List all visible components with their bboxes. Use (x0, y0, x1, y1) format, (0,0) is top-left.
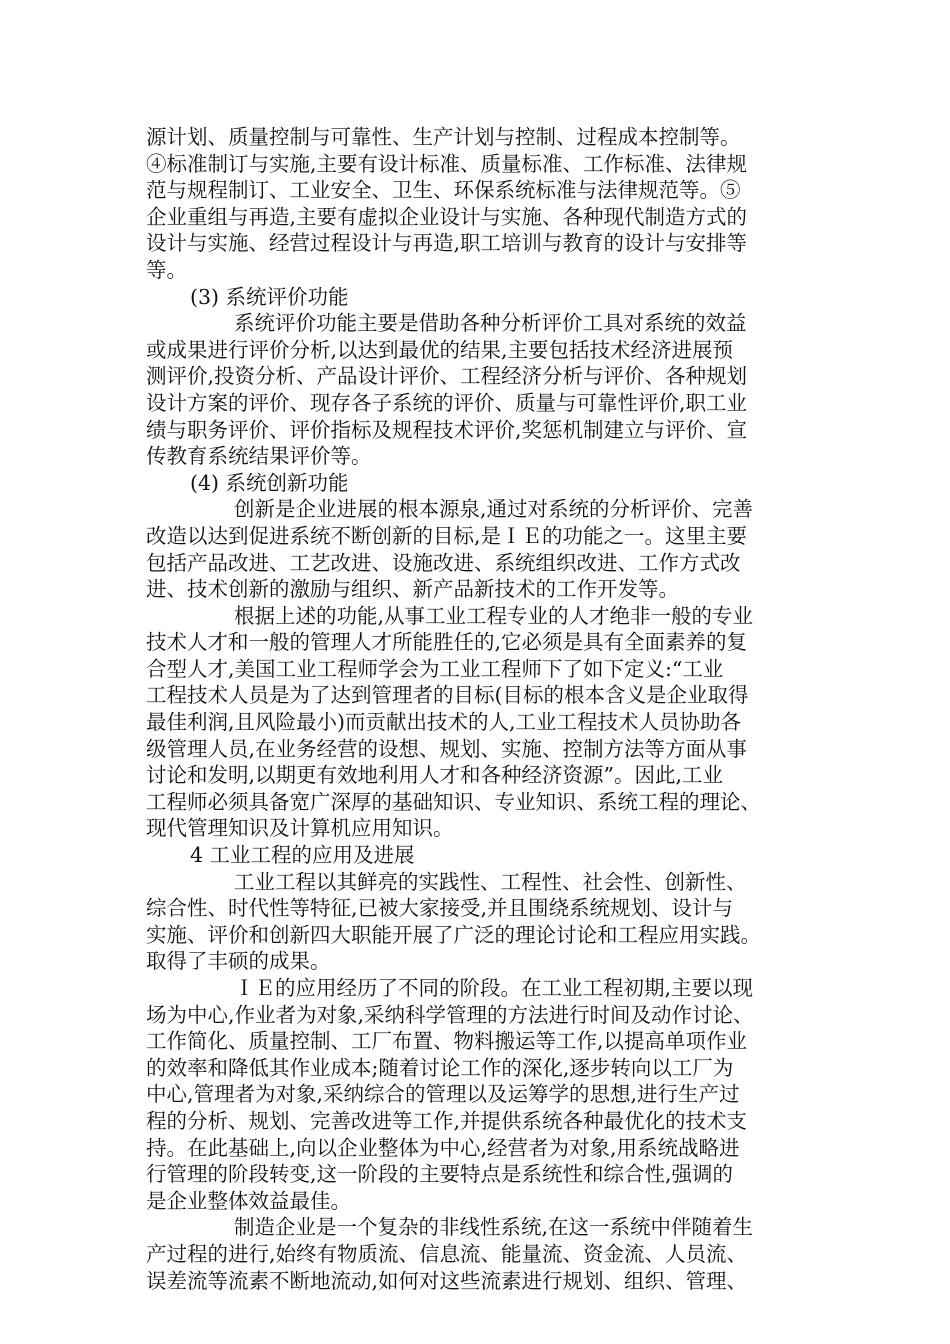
text-line: 级管理人员,在业务经营的设想、规划、实施、控制方法等方面从事 (146, 736, 748, 761)
text-line: 传教育系统结果评价等。 (146, 444, 372, 469)
text-line: 误差流等流素不断地流动,如何对这些流素进行规划、组织、管理、 (146, 1268, 748, 1293)
text-line: 测评价,投资分析、产品设计评价、工程经济分析与评价、各种规划 (146, 364, 748, 389)
text-line: 制造企业是一个复杂的非线性系统,在这一系统中伴随着生 (234, 1215, 754, 1240)
text-line: 改造以达到促进系统不断创新的目标,是ＩＥ的功能之一。这里主要 (146, 523, 748, 548)
text-line: 系统评价功能主要是借助各种分析评价工具对系统的效益 (234, 311, 747, 336)
text-line: 技术人才和一般的管理人才所能胜任的,它必须是具有全面素养的复 (146, 630, 748, 655)
document-body (146, 124, 826, 1294)
text-line: 工程技术人员是为了达到管理者的目标(目标的根本含义是企业取得 (146, 683, 749, 708)
text-line: 等。 (146, 257, 187, 282)
text-line: 取得了丰硕的成果。 (146, 949, 331, 974)
text-line: 合型人才,美国工业工程师学会为工业工程师下了如下定义:“工业 (146, 656, 724, 681)
text-line: (4) 系统创新功能 (190, 470, 349, 495)
text-line: 中心,管理者为对象,采纳综合的管理以及运筹学的思想,进行生产过 (146, 1082, 740, 1107)
text-line: 现代管理知识及计算机应用知识。 (146, 816, 454, 841)
text-line: ＩＥ的应用经历了不同的阶段。在工业工程初期,主要以现 (234, 976, 754, 1000)
text-line: 最佳利润,且风险最小)而贡献出技术的人,工业工程技术人员协助各 (146, 710, 742, 735)
text-line: 是企业整体效益最佳。 (146, 1188, 351, 1213)
text-line: 工程师必须具备宽广深厚的基础知识、专业知识、系统工程的理论、 (146, 789, 761, 814)
text-line: 场为中心,作业者为对象,采纳科学管理的方法进行时间及动作讨论、 (146, 1002, 754, 1027)
text-line: 实施、评价和创新四大职能开展了广泛的理论讨论和工程应用实践。 (146, 922, 761, 947)
text-line: 范与规程制订、工业安全、卫生、环保系统标准与法律规范等。⑤ (146, 178, 741, 203)
text-line: 设计方案的评价、现存各子系统的评价、质量与可靠性评价,职工业 (146, 390, 748, 415)
text-line: 4 工业工程的应用及进展 (190, 843, 415, 868)
text-line: ④标准制订与实施,主要有设计标准、质量标准、工作标准、法律规 (146, 151, 748, 176)
text-line: 或成果进行评价分析,以达到最优的结果,主要包括技术经济进展预 (146, 337, 734, 362)
text-line: 绩与职务评价、评价指标及规程技术评价,奖惩机制建立与评价、宣 (146, 417, 748, 442)
text-line: 综合性、时代性等特征,已被大家接受,并且围绕系统规划、设计与 (146, 896, 734, 921)
text-line: 进、技术创新的激励与组织、新产品新技术的工作开发等。 (146, 577, 679, 602)
text-line: 设计与实施、经营过程设计与再造,职工培训与教育的设计与安排等 (146, 231, 748, 256)
text-line: 讨论和发明,以期更有效地利用人才和各种经济资源”。因此,工业 (146, 763, 724, 788)
text-line: 产过程的进行,始终有物质流、信息流、能量流、资金流、人员流、 (146, 1241, 748, 1266)
text-line: 根据上述的功能,从事工业工程专业的人才绝非一般的专业 (234, 603, 754, 628)
text-line: 工业工程以其鲜亮的实践性、工程性、社会性、创新性、 (234, 869, 747, 894)
text-line: 持。在此基础上,向以企业整体为中心,经营者为对象,用系统战略进 (146, 1135, 740, 1160)
text-line: 程的分析、规划、完善改进等工作,并提供系统各种最优化的技术支 (146, 1108, 748, 1133)
text-line: 源计划、质量控制与可靠性、生产计划与控制、过程成本控制等。 (146, 125, 741, 149)
text-line: 行管理的阶段转变,这一阶段的主要特点是系统性和综合性,强调的 (146, 1162, 734, 1187)
text-line: 创新是企业进展的根本源泉,通过对系统的分析评价、完善 (234, 497, 754, 522)
text-line: 包括产品改进、工艺改进、设施改进、系统组织改进、工作方式改 (146, 550, 741, 575)
text-line: (3) 系统评价功能 (190, 284, 349, 309)
text-line: 工作简化、质量控制、工厂布置、物料搬运等工作,以提高单项作业 (146, 1029, 748, 1054)
text-line: 企业重组与再造,主要有虚拟企业设计与实施、各种现代制造方式的 (146, 204, 748, 229)
text-line: 的效率和降低其作业成本;随着讨论工作的深化,逐步转向以工厂为 (146, 1055, 734, 1080)
